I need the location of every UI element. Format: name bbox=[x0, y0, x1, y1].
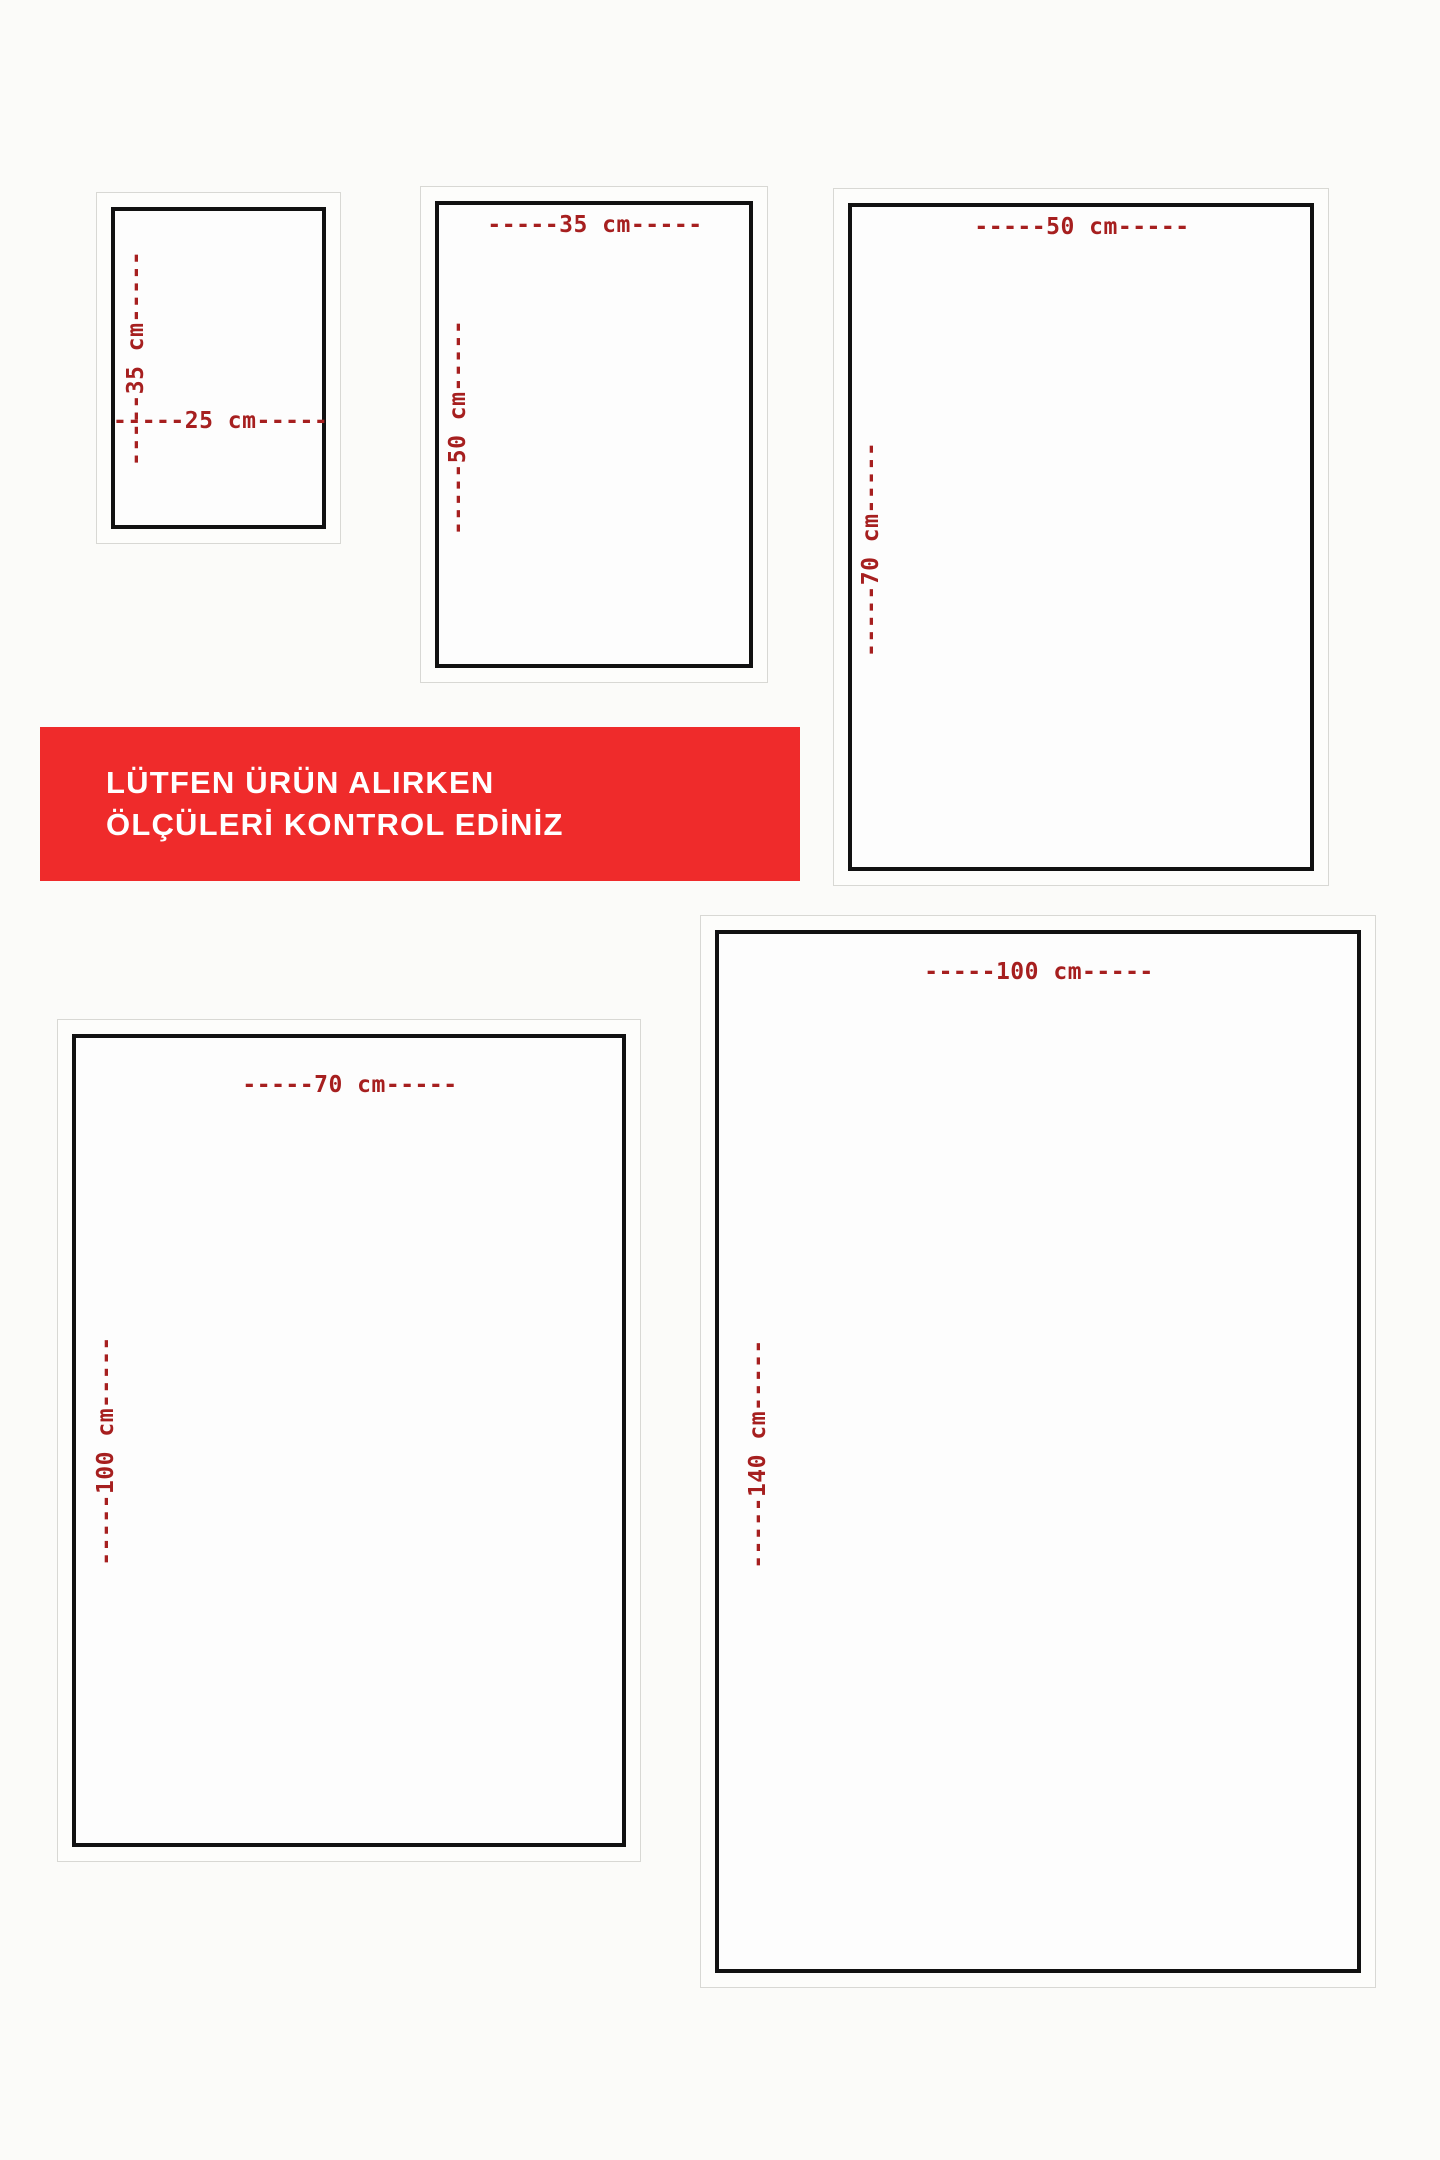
warning-line-1: LÜTFEN ÜRÜN ALIRKEN bbox=[106, 765, 495, 801]
width-label-70cm: -----70 cm----- bbox=[242, 1072, 458, 1098]
size-frame-50x70 bbox=[833, 188, 1329, 886]
height-label-35cm: -----35 cm----- bbox=[123, 250, 149, 466]
size-frame-70x100 bbox=[57, 1019, 641, 1862]
size-frame-inner bbox=[435, 201, 753, 668]
width-label-50cm: -----50 cm----- bbox=[974, 214, 1190, 240]
height-label-50cm: -----50 cm----- bbox=[445, 319, 471, 535]
size-frame-inner bbox=[848, 203, 1314, 871]
size-frame-35x50 bbox=[420, 186, 768, 683]
width-label-35cm: -----35 cm----- bbox=[487, 212, 703, 238]
size-frame-inner bbox=[715, 930, 1361, 1973]
size-frame-25x35 bbox=[96, 192, 341, 544]
size-frame-inner bbox=[72, 1034, 626, 1847]
width-label-100cm: -----100 cm----- bbox=[924, 959, 1154, 985]
width-label-25cm: -----25 cm----- bbox=[113, 408, 329, 434]
height-label-140cm: -----140 cm----- bbox=[745, 1339, 771, 1569]
size-frame-100x140 bbox=[700, 915, 1376, 1988]
height-label-70cm: -----70 cm----- bbox=[858, 441, 884, 657]
height-label-100cm: -----100 cm----- bbox=[93, 1336, 119, 1566]
warning-banner bbox=[40, 727, 800, 881]
warning-line-2: ÖLÇÜLERİ KONTROL EDİNİZ bbox=[106, 807, 564, 842]
